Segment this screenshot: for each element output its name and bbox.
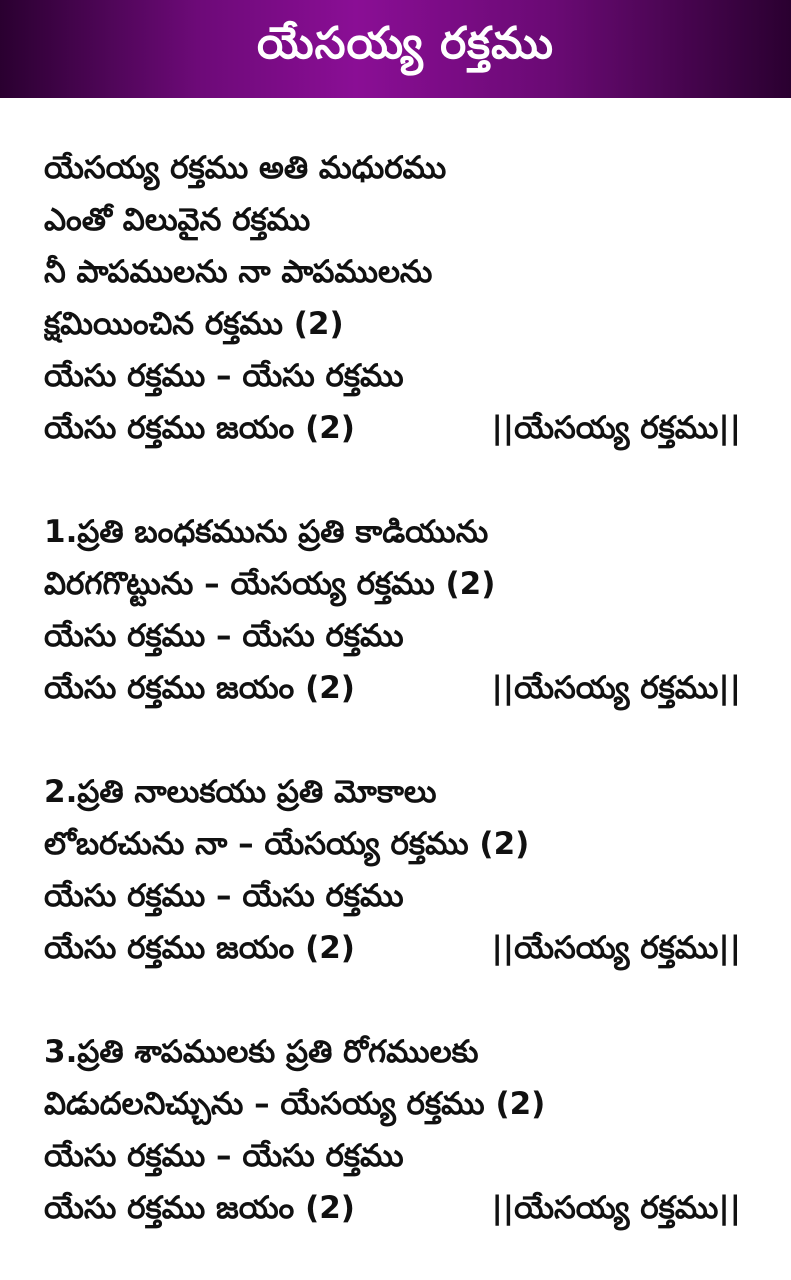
lyric-text: యేసు రక్తము – యేసు రక్తము: [44, 618, 404, 654]
lyric-line: [44, 818, 751, 870]
lyric-text: ఎంతో విలువైన రక్తము: [44, 202, 311, 238]
lyric-line: [44, 662, 751, 714]
stanza-verse-1: [44, 506, 751, 714]
lyric-text: విడుదలనిచ్చును – యేసయ్య రక్తము (2): [44, 1086, 546, 1122]
lyric-text: యేసు రక్తము జయం (2): [44, 930, 355, 966]
lyric-text: యేసు రక్తము జయం (2): [44, 670, 355, 706]
refrain-marker: ||యేసయ్య రక్తము||: [491, 410, 741, 446]
lyric-line: [44, 246, 751, 298]
lyric-line: [44, 142, 751, 194]
lyric-line: [44, 922, 751, 974]
lyric-line: [44, 194, 751, 246]
lyric-line: [44, 610, 751, 662]
lyric-line: [44, 350, 751, 402]
lyric-line: [44, 298, 751, 350]
stanza-verse-3: [44, 1026, 751, 1234]
lyric-text: 3.ప్రతి శాపములకు ప్రతి రోగములకు: [44, 1034, 479, 1070]
refrain-marker: ||యేసయ్య రక్తము||: [491, 930, 741, 966]
lyric-line: [44, 558, 751, 610]
refrain-marker: ||యేసయ్య రక్తము||: [491, 1190, 741, 1226]
title-banner: [0, 0, 791, 98]
lyric-text: యేసు రక్తము జయం (2): [44, 410, 355, 446]
lyric-text: క్షమియించిన రక్తము (2): [44, 306, 344, 342]
lyric-text: లోబరచును నా – యేసయ్య రక్తము (2): [44, 826, 530, 862]
stanza-chorus: [44, 142, 751, 454]
lyric-text: యేసు రక్తము – యేసు రక్తము: [44, 358, 404, 394]
lyric-line: [44, 1130, 751, 1182]
refrain-marker: ||యేసయ్య రక్తము||: [491, 670, 741, 706]
lyric-text: విరగగొట్టును – యేసయ్య రక్తము (2): [44, 566, 496, 602]
page-title: యేసయ్య రక్తము: [257, 18, 554, 69]
lyric-text: 1.ప్రతి బంధకమును ప్రతి కాడియును: [44, 514, 489, 550]
lyric-text: యేసు రక్తము జయం (2): [44, 1190, 355, 1226]
lyric-text: యేసు రక్తము – యేసు రక్తము: [44, 878, 404, 914]
lyric-line: [44, 1078, 751, 1130]
lyric-line: [44, 506, 751, 558]
lyrics-body: [0, 98, 791, 1234]
stanza-verse-2: [44, 766, 751, 974]
lyric-text: యేసయ్య రక్తము అతి మధురము: [44, 150, 447, 186]
lyric-line: [44, 766, 751, 818]
lyric-line: [44, 402, 751, 454]
lyric-text: యేసు రక్తము – యేసు రక్తము: [44, 1138, 404, 1174]
lyric-line: [44, 1182, 751, 1234]
lyric-text: నీ పాపములను నా పాపములను: [44, 254, 433, 290]
lyric-text: 2.ప్రతి నాలుకయు ప్రతి మోకాలు: [44, 774, 437, 810]
lyric-line: [44, 1026, 751, 1078]
lyric-line: [44, 870, 751, 922]
